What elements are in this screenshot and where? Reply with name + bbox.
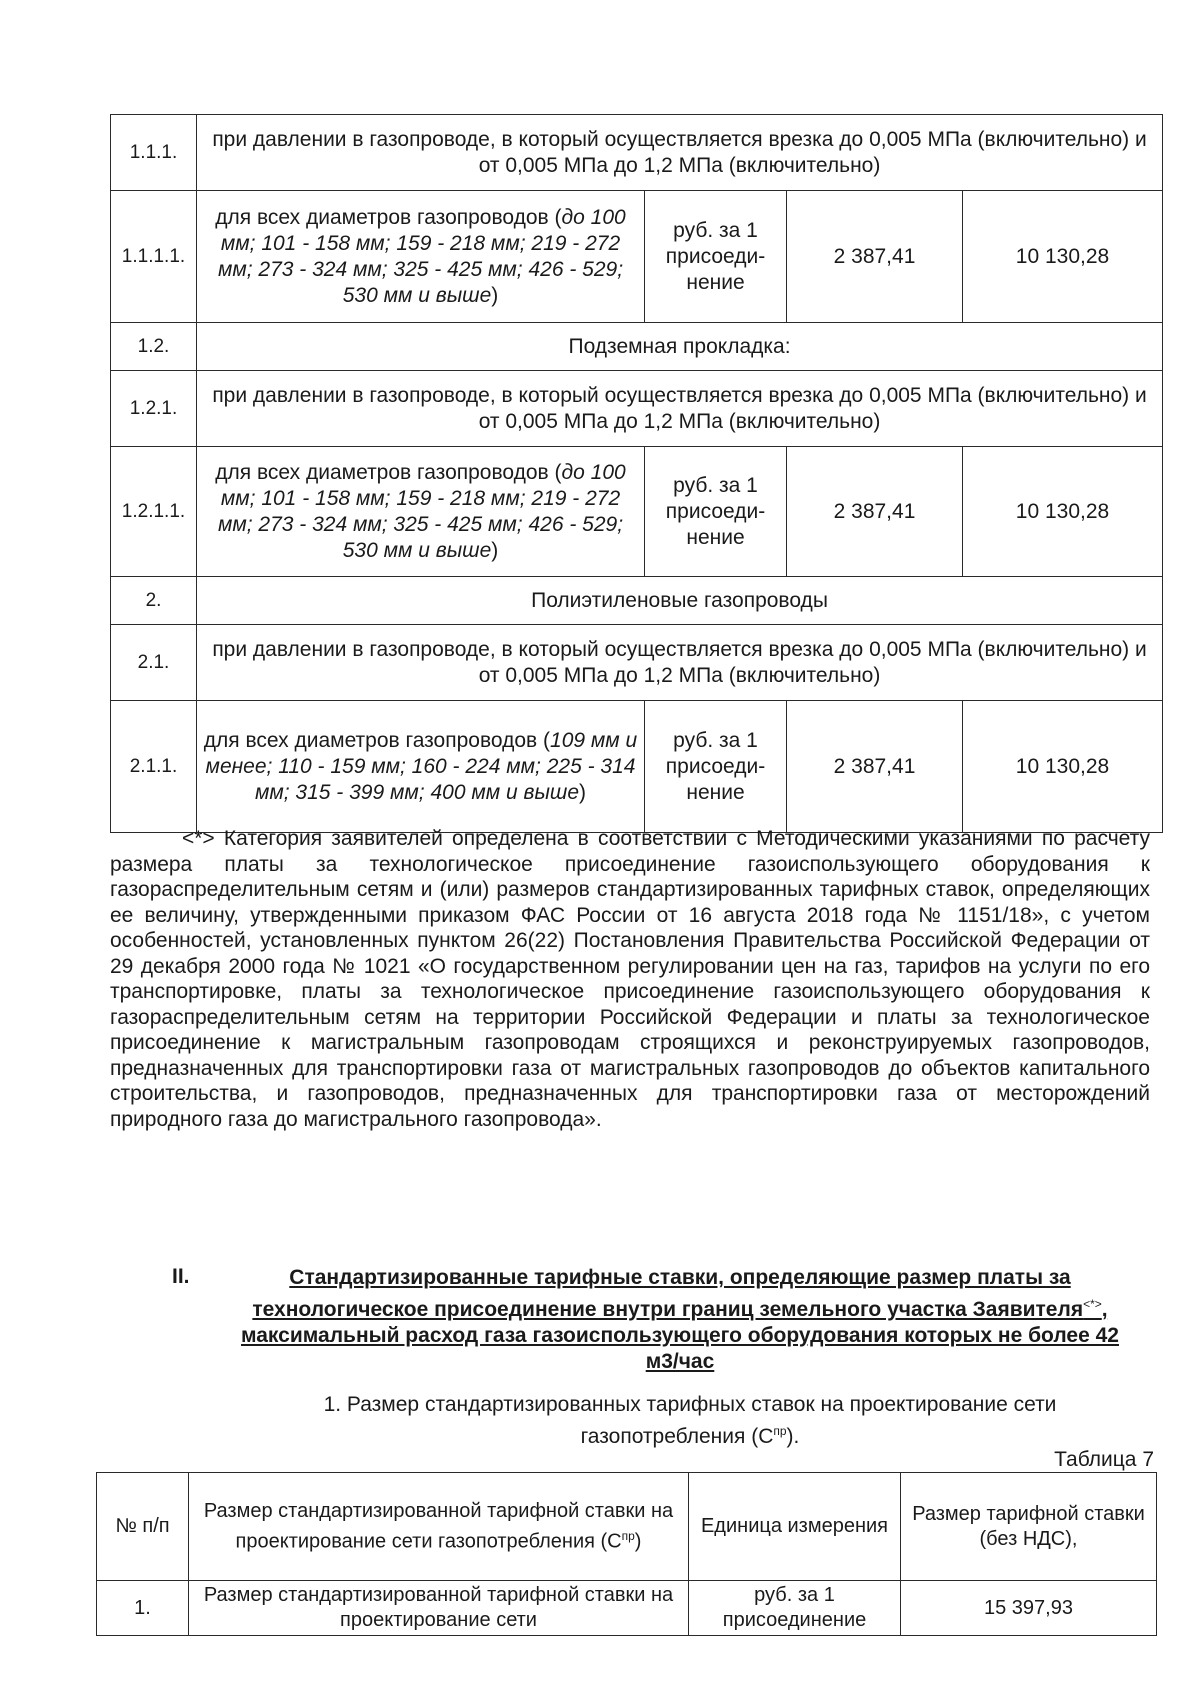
footnote bbox=[110, 826, 1150, 1132]
row-text: при давлении в газопроводе, в который осуществляется врезка до 0,005 МПа (включительно) и от 0,005 МПа до 1,2 МПа (включительно) bbox=[197, 115, 1163, 191]
row-unit: руб. за 1 присоединение bbox=[689, 1581, 901, 1636]
row-text: Подземная прокладка: bbox=[197, 323, 1163, 371]
table-row bbox=[111, 115, 1163, 191]
section-number: II. bbox=[172, 1265, 190, 1288]
table-row bbox=[111, 371, 1163, 447]
row-text: Полиэтиленовые газопроводы bbox=[197, 577, 1163, 625]
header-num: № п/п bbox=[97, 1473, 189, 1581]
row-number: 2.1. bbox=[111, 625, 197, 701]
row-unit: руб. за 1 присоеди-нение bbox=[645, 701, 787, 833]
row-text: при давлении в газопроводе, в который осуществляется врезка до 0,005 МПа (включительно) и от 0,005 МПа до 1,2 МПа (включительно) bbox=[197, 625, 1163, 701]
table-row bbox=[97, 1581, 1157, 1636]
table-row bbox=[111, 191, 1163, 323]
row-value: 15 397,93 bbox=[901, 1581, 1157, 1636]
header-unit: Единица измерения bbox=[689, 1473, 901, 1581]
header-value: Размер тарифной ставки (без НДС), bbox=[901, 1473, 1157, 1581]
section-title: Стандартизированные тарифные ставки, определяющие размер платы за технологическое присоединение внутри границ земельного участка Заявителя<*>, максимальный расход газа газоиспользующего оборудования которых не более 42 м3/час bbox=[241, 1266, 1119, 1373]
row-number: 1.1.1.1. bbox=[111, 191, 197, 323]
table-row bbox=[111, 577, 1163, 625]
row-value-2: 10 130,28 bbox=[963, 701, 1163, 833]
row-value-2: 10 130,28 bbox=[963, 191, 1163, 323]
footnote-text: <*> Категория заявителей определена в соответствии с Методическими указаниями по расчету размера платы за технологическое присоединение газоиспользующего оборудования к газораспределительным сетям и (или) размеров стандартизированных тарифных ставок, определяющих ее величину, утвержденными приказом ФАС России от 16 августа 2018 года № 1151/18», с учетом особенностей, установленных пунктом 26(22) Постановления Правительства Российской Федерации от 29 декабря 2000 года № 1021 «О государственном регулировании цен на газ, тарифов на услуги по его транспортировке, платы за технологическое присоединение газоиспользующего оборудования к газораспределительным сетям на территории Российской Федерации и платы за технологическое присоединение к магистральным газопроводам строящихся и реконструируемых газопроводов, предназначенных для транспортировки газа от магистральных газопроводов до объектов капитального строительства, и газопроводов, предназначенных для транспортировки газа от месторождений природного газа до магистрального газопровода». bbox=[110, 827, 1150, 1131]
table-row bbox=[111, 447, 1163, 577]
row-unit: руб. за 1 присоеди-нение bbox=[645, 447, 787, 577]
row-number: 1.2.1. bbox=[111, 371, 197, 447]
tariff-table-steel bbox=[110, 114, 1163, 833]
row-value-1: 2 387,41 bbox=[787, 701, 963, 833]
row-value-1: 2 387,41 bbox=[787, 447, 963, 577]
row-description: для всех диаметров газопроводов (109 мм и менее; 110 - 159 мм; 160 - 224 мм; 225 - 314 мм; 315 - 399 мм; 400 мм и выше) bbox=[197, 701, 645, 833]
row-number: 2.1.1. bbox=[111, 701, 197, 833]
table-row bbox=[111, 323, 1163, 371]
row-value-2: 10 130,28 bbox=[963, 447, 1163, 577]
row-description: для всех диаметров газопроводов (до 100 мм; 101 - 158 мм; 159 - 218 мм; 219 - 272 мм; 273 - 324 мм; 325 - 425 мм; 426 - 529; 530 мм и выше) bbox=[197, 191, 645, 323]
header-name: Размер стандартизированной тарифной ставки на проектирование сети газопотребления $(С^{пр})$ bbox=[189, 1473, 689, 1581]
table-label: Таблица 7 bbox=[1054, 1448, 1154, 1471]
tariff-table-7 bbox=[96, 1472, 1157, 1636]
row-name: Размер стандартизированной тарифной ставки на проектирование сети bbox=[189, 1581, 689, 1636]
row-number: 1.1.1. bbox=[111, 115, 197, 191]
row-number: 1. bbox=[97, 1581, 189, 1636]
row-text: при давлении в газопроводе, в который осуществляется врезка до 0,005 МПа (включительно) и от 0,005 МПа до 1,2 МПа (включительно) bbox=[197, 371, 1163, 447]
table-row bbox=[111, 701, 1163, 833]
subheading: 1. Размер стандартизированных тарифных ставок на проектирование сети газопотребления $(С^{пр})$. bbox=[323, 1393, 1057, 1448]
row-unit: руб. за 1 присоеди-нение bbox=[645, 191, 787, 323]
row-description: для всех диаметров газопроводов (до 100 мм; 101 - 158 мм; 159 - 218 мм; 219 - 272 мм; 273 - 324 мм; 325 - 425 мм; 426 - 529; 530 мм и выше) bbox=[197, 447, 645, 577]
table-header-row bbox=[97, 1473, 1157, 1581]
row-value-1: 2 387,41 bbox=[787, 191, 963, 323]
row-number: 1.2. bbox=[111, 323, 197, 371]
row-number: 2. bbox=[111, 577, 197, 625]
row-number: 1.2.1.1. bbox=[111, 447, 197, 577]
table-row bbox=[111, 625, 1163, 701]
